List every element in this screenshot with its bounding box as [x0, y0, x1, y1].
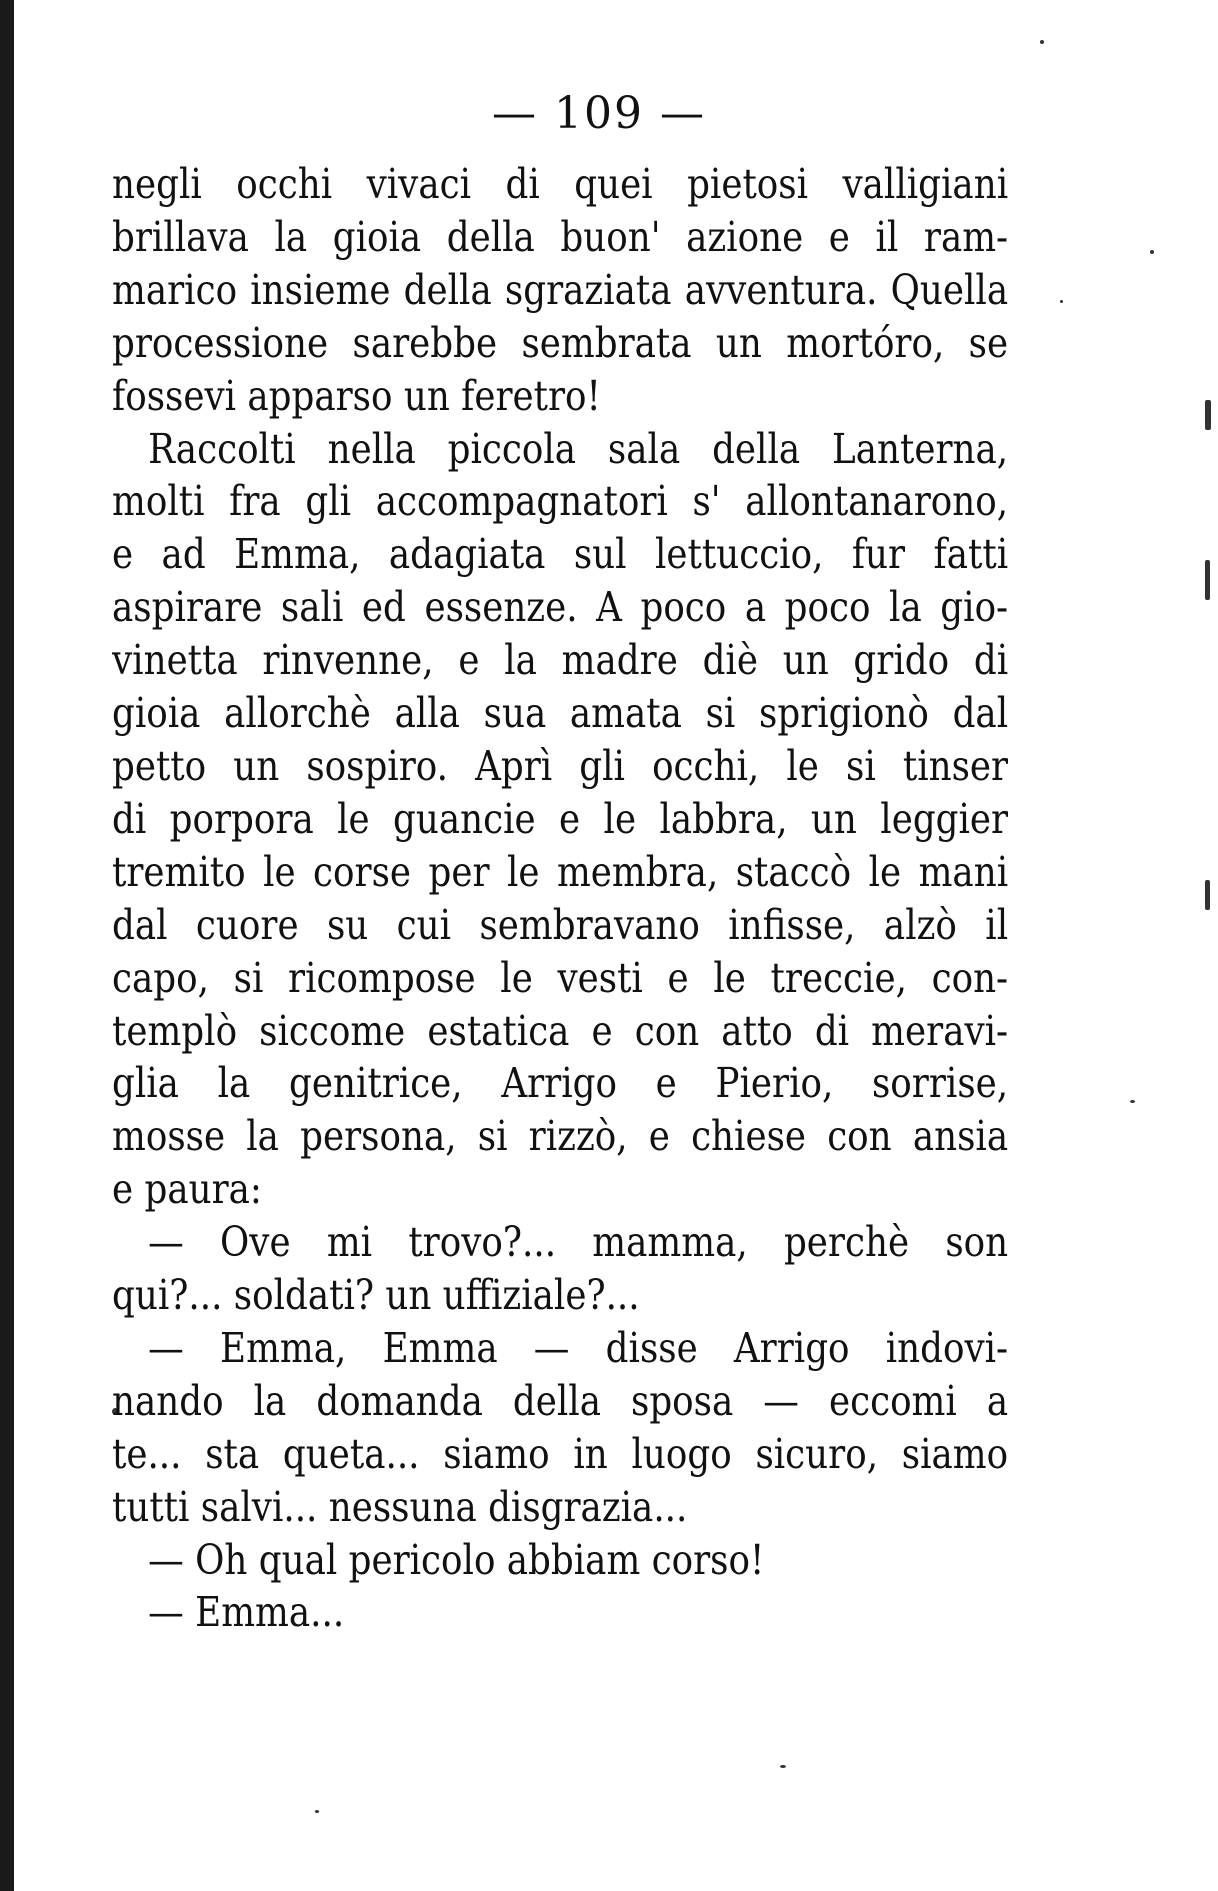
page-number: — 109 —: [492, 88, 706, 139]
scan-speck: [1150, 250, 1154, 254]
text-line: glia la genitrice, Arrigo e Pierio, sorrise,: [112, 1058, 1009, 1108]
text-line: nando la domanda della sposa — eccomi a: [112, 1375, 1009, 1425]
text-line: brillava la gioia della buon' azione e il ram-: [112, 211, 1009, 261]
scan-speck: [1205, 560, 1210, 600]
text-line: dal cuore su cui sembravano infisse, alzò il: [112, 899, 1009, 949]
text-line: negli occhi vivaci di quei pietosi valligiani: [112, 159, 1009, 208]
scan-speck: [1205, 880, 1210, 910]
page-binding-edge: [0, 0, 14, 1891]
text-line: te... sta queta... siamo in luogo sicuro, siamo: [112, 1428, 1009, 1478]
text-line: di porpora le guancie e le labbra, un leggier: [112, 793, 1009, 843]
text-line: Raccolti nella piccola sala della Lanterna,: [148, 423, 1009, 473]
scan-speck: [315, 1810, 319, 1813]
scan-speck: [1040, 40, 1044, 44]
text-line: vinetta rinvenne, e la madre diè un grido di: [112, 635, 1009, 685]
text-line: molti fra gli accompagnatori s' allontanarono,: [112, 476, 1009, 526]
scan-speck: [1205, 400, 1211, 430]
scan-speck: [1060, 300, 1063, 303]
text-line: petto un sospiro. Aprì gli occhi, le si tinser: [112, 740, 1009, 790]
scan-speck: [780, 1765, 786, 1768]
text-line: e ad Emma, adagiata sul lettuccio, fur fatti: [112, 529, 1009, 579]
text-line: processione sarebbe sembrata un mortóro, se: [112, 317, 1009, 367]
scan-speck: [1130, 1100, 1135, 1103]
text-line: aspirare sali ed essenze. A poco a poco la gio-: [112, 582, 1009, 632]
text-line: gioia allorchè alla sua amata si sprigionò dal: [112, 688, 1009, 738]
text-line: tremito le corse per le membra, staccò le mani: [112, 846, 1009, 896]
text-line: fossevi apparso un feretro!: [112, 370, 601, 420]
text-line: templò siccome estatica e con atto di meravi-: [112, 1005, 1009, 1055]
text-line: — Ove mi trovo?... mamma, perchè son: [148, 1217, 1009, 1267]
text-line: mosse la persona, si rizzò, e chiese con ansia: [112, 1111, 1009, 1161]
body-text: [112, 158, 1008, 1639]
text-line: — Emma, Emma — disse Arrigo indovi-: [148, 1322, 1009, 1372]
text-line: marico insieme della sgraziata avventura. Quella: [112, 264, 1009, 314]
text-line: qui?... soldati? un uffiziale?...: [112, 1270, 640, 1320]
text-line: — Oh qual pericolo abbiam corso!: [148, 1534, 765, 1584]
text-line: e paura:: [112, 1164, 262, 1214]
text-line: — Emma...: [148, 1587, 345, 1637]
text-line: capo, si ricompose le vesti e le treccie, con-: [112, 952, 1009, 1002]
text-line: tutti salvi... nessuna disgrazia...: [112, 1481, 688, 1531]
